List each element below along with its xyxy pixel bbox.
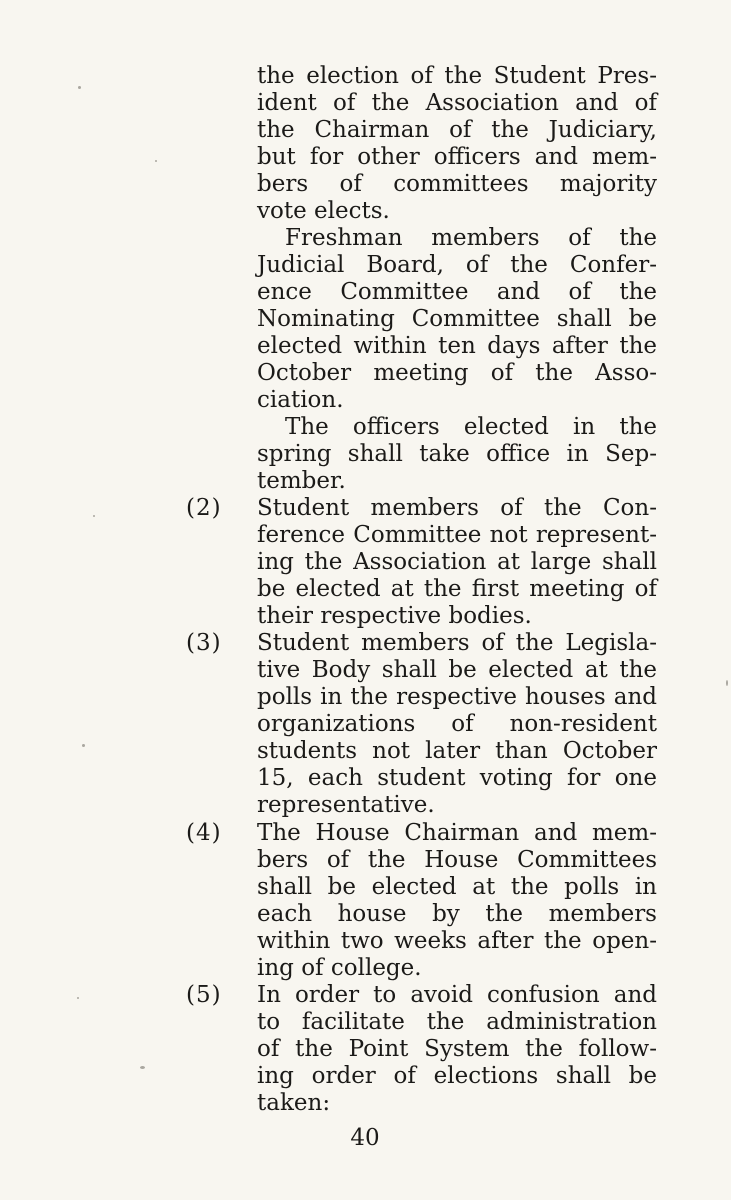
text-line: elected within ten days after the	[257, 333, 657, 359]
text-line: the election of the Student Pres-	[257, 63, 657, 89]
text-line: ident of the Association and of	[257, 90, 657, 116]
text-line: ciation.	[257, 387, 344, 413]
text-line: ference Committee not represent-	[257, 522, 657, 548]
text-line: bers of the House Committees	[257, 847, 657, 873]
text-line: but for other officers and mem-	[257, 144, 657, 170]
text-line: of the Point System the follow-	[257, 1036, 657, 1062]
paper-speck	[82, 744, 85, 747]
page-number: 40	[350, 1125, 380, 1151]
text-line: tive Body shall be elected at the	[257, 657, 657, 683]
item-number-5: (5)	[186, 982, 222, 1008]
text-line: 15, each student voting for one	[257, 765, 657, 791]
text-line: shall be elected at the polls in	[257, 874, 657, 900]
text-line: students not later than October	[257, 738, 657, 764]
text-line: within two weeks after the open-	[257, 928, 657, 954]
paragraph-intro	[257, 63, 657, 225]
text-line: their respective bodies.	[257, 603, 532, 629]
text-line: ing order of elections shall be	[257, 1063, 657, 1089]
text-line: the Chairman of the Judiciary,	[257, 117, 657, 143]
item-4-text	[257, 820, 657, 982]
text-line: be elected at the first meeting of	[257, 576, 657, 602]
text-line: to facilitate the administration	[257, 1009, 657, 1035]
text-line: taken:	[257, 1090, 331, 1116]
text-line: vote elects.	[257, 198, 390, 224]
item-number-4: (4)	[186, 820, 222, 846]
text-line: The House Chairman and mem-	[257, 820, 657, 846]
text-line: bers of committees majority	[257, 171, 657, 197]
text-line: ing the Association at large shall	[257, 549, 657, 575]
item-2-text	[257, 495, 657, 630]
text-line: Judicial Board, of the Confer-	[257, 252, 657, 278]
item-5-text	[257, 982, 657, 1117]
paper-speck	[155, 160, 157, 162]
item-number-2: (2)	[186, 495, 222, 521]
text-line: each house by the members	[257, 901, 657, 927]
paper-speck	[78, 86, 81, 89]
text-line: Student members of the Con-	[257, 495, 657, 521]
text-line: Freshman members of the	[285, 225, 657, 251]
text-line: polls in the respective houses and	[257, 684, 657, 710]
paragraph-officers	[257, 414, 657, 495]
text-line: ing of college.	[257, 955, 422, 981]
text-line: The officers elected in the	[285, 414, 657, 440]
paper-speck	[93, 515, 95, 517]
text-line: Student members of the Legisla-	[257, 630, 657, 656]
item-number-3: (3)	[186, 630, 222, 656]
text-line: In order to avoid confusion and	[257, 982, 657, 1008]
paper-speck	[77, 997, 79, 999]
paper-speck	[140, 1066, 145, 1069]
text-line: organizations of non-resident	[257, 711, 657, 737]
text-line: ence Committee and of the	[257, 279, 657, 305]
paragraph-freshman	[257, 225, 657, 414]
text-line: representative.	[257, 792, 435, 818]
paper-speck	[726, 680, 728, 686]
text-line: October meeting of the Asso-	[257, 360, 657, 386]
text-line: Nominating Committee shall be	[257, 306, 657, 332]
item-3-text	[257, 630, 657, 819]
text-line: spring shall take office in Sep-	[257, 441, 657, 467]
text-line: tember.	[257, 468, 346, 494]
